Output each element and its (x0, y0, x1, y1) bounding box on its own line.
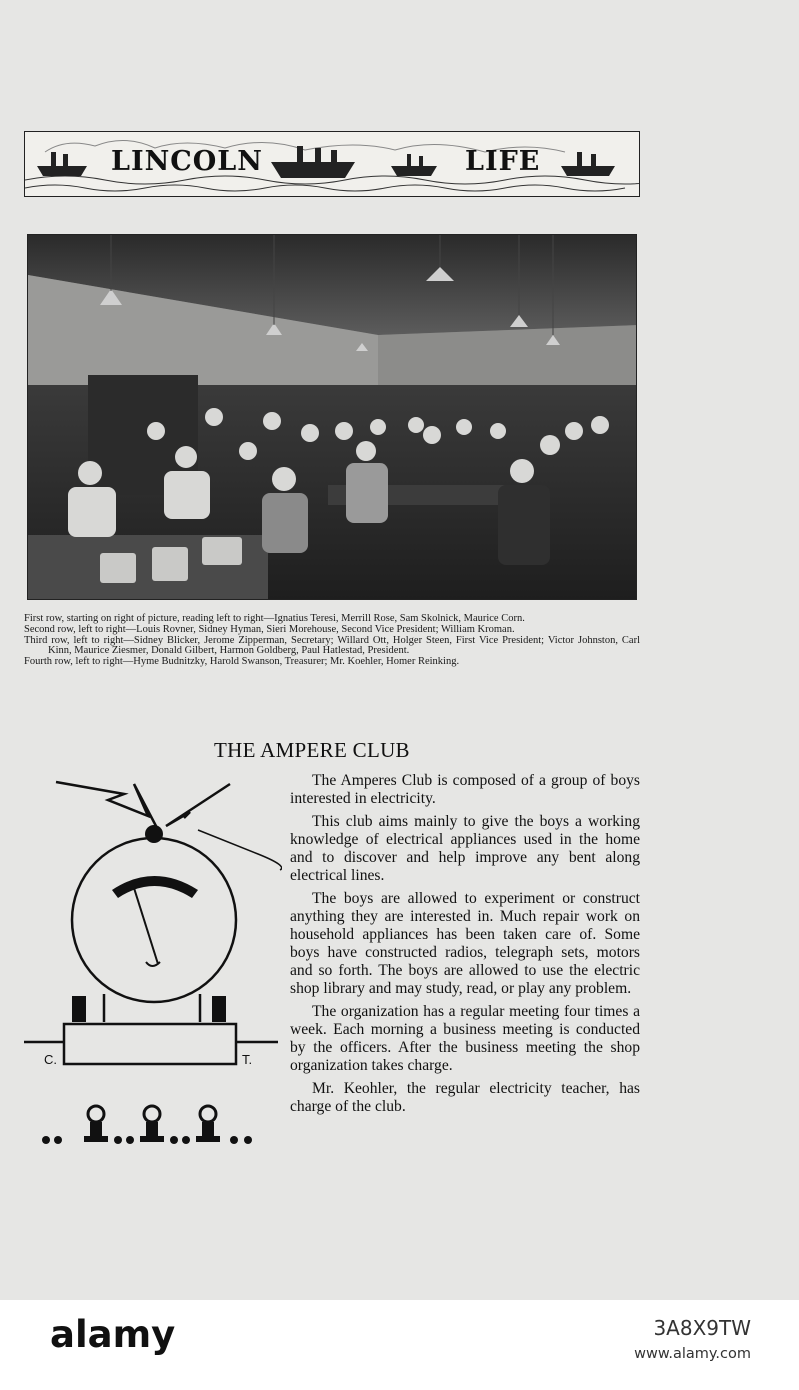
terminal-post-left (72, 996, 86, 1022)
article-title: THE AMPERE CLUB (214, 738, 410, 762)
stock-logo: alamy (50, 1313, 176, 1356)
electric-shop-photo (28, 235, 637, 600)
terminal-post-right (212, 996, 226, 1022)
stock-footer (0, 1300, 799, 1390)
article-paragraph: The boys are allowed to experiment or construct anything they are interested in. Much repair work on household appliances has been taken care of. Some boys have constructed radios, telegraph sets, motors and so forth. The boys are allowed to use the electric shop library and may study, read, or play any problem. (290, 890, 640, 997)
caption-fourth-row: Fourth row, left to right—Hyme Budnitzky, Harold Swanson, Treasurer; Mr. Koehler, Homer Reinking. (24, 656, 460, 668)
article-paragraph: This club aims mainly to give the boys a working knowledge of electrical appliances used in the home and to discover and help improve any bent along electrical lines. (290, 813, 640, 884)
club-photograph (27, 234, 637, 600)
caption-second-row: Second row, left to right—Louis Rovner, Sidney Hyman, Sieri Morehouse, Second Vice President; William Kroman. (24, 623, 515, 635)
terminal-label-c: C. (44, 1052, 57, 1067)
switch-row-ornament (42, 1106, 252, 1144)
banner-title-life: LIFE (465, 146, 541, 177)
article-paragraph: The organization has a regular meeting four times a week. Each morning a business meeting is conducted by the officers. After the business meeting the shop organization takes charge. (290, 1003, 640, 1074)
caption-first-row: First row, starting on right of picture, reading left to right—Ignatius Teresi, Merrill Rose, Sam Skolnick, Maurice Corn. (24, 613, 525, 624)
caption-third-row: Third row, left to right—Sidney Blicker, Jerome Zipperman, Secretary; Willard Ott, Holger Steen, First Vice President; Victor Johnston, Carl Kinn, Maurice Ziesmer, Donald Gilbert, Harmon Goldberg, Paul Hatlestad, President. (24, 634, 640, 657)
terminal-label-t: T. (242, 1052, 253, 1067)
article-body (290, 772, 640, 1121)
article-paragraph: The Amperes Club is composed of a group of boys interested in electricity. (290, 772, 640, 807)
image-id: 3A8X9TW (653, 1316, 751, 1340)
lincoln-life-banner (24, 131, 640, 197)
lightning-bolt-icon (56, 782, 156, 826)
photo-caption (24, 614, 640, 668)
stock-info (634, 1316, 751, 1362)
stock-url: www.alamy.com (634, 1346, 751, 1362)
article-paragraph: Mr. Keohler, the regular electricity teacher, has charge of the club. (290, 1080, 640, 1115)
banner-title-lincoln: LINCOLN (111, 146, 263, 177)
ammeter-diagram (20, 772, 282, 1152)
meter-scale-arc (112, 876, 198, 898)
